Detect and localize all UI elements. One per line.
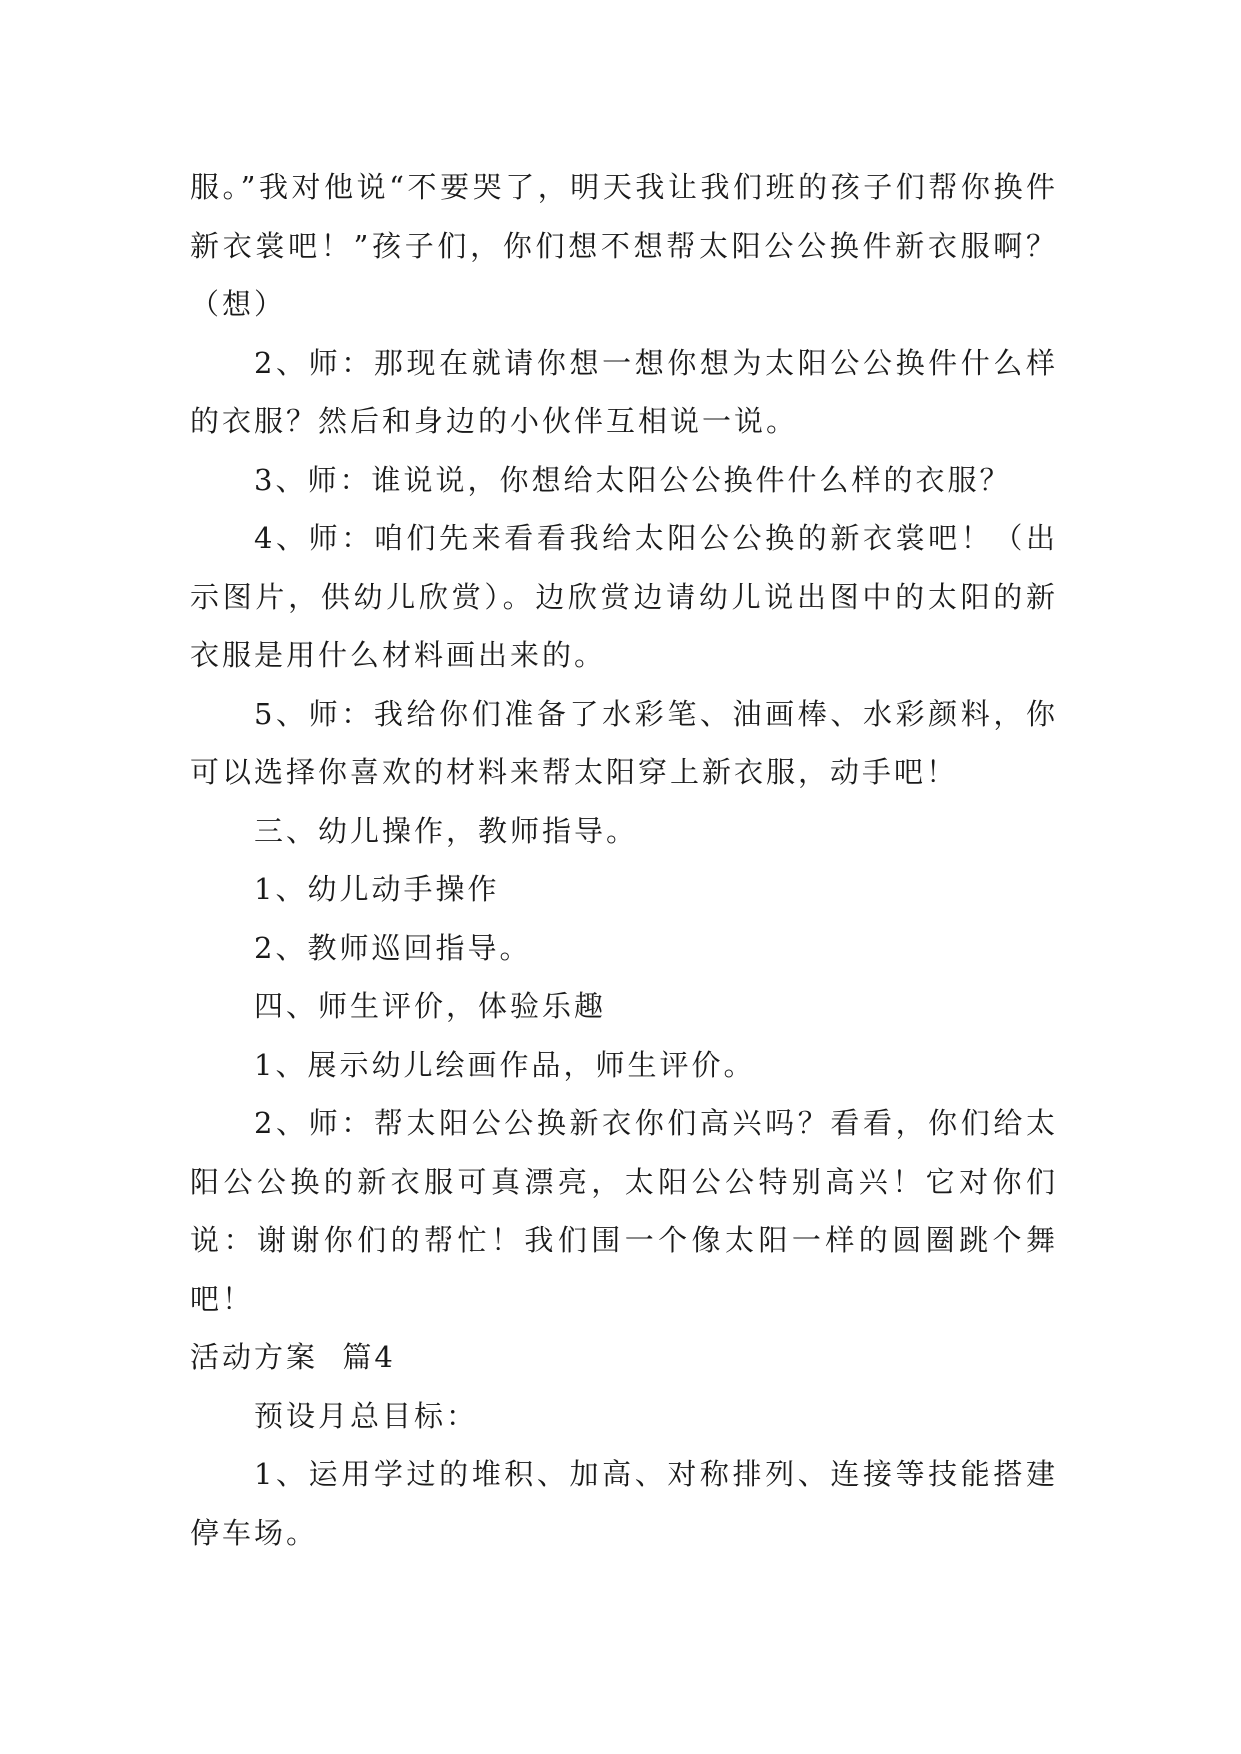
document-page (190, 158, 1058, 1562)
paragraph-evaluate-2: 2、师：帮太阳公公换新衣你们高兴吗？看看，你们给太阳公公换的新衣服可真漂亮，太阳公公特别高兴！它对你们说：谢谢你们的帮忙！我们围一个像太阳一样的圆圈跳个舞吧！ (190, 1106, 1058, 1316)
paragraph-section-four: 四、师生评价，体验乐趣 (254, 989, 607, 1023)
paragraph-operate-2: 2、教师巡回指导。 (254, 930, 532, 965)
paragraph-step-4: 4、师：咱们先来看看我给太阳公公换的新衣裳吧！（出示图片，供幼儿欣赏）。边欣赏边请幼儿说出图中的太阳的新衣服是用什么材料画出来的。 (190, 521, 1058, 672)
paragraph-goal-title: 预设月总目标： (254, 1398, 479, 1433)
section-heading: 活动方案 篇4 (190, 1340, 396, 1374)
paragraph-step-2: 2、师：那现在就请你想一想你想为太阳公公换件什么样的衣服？然后和身边的小伙伴互相说一说。 (190, 345, 1058, 438)
paragraph-step-5: 5、师：我给你们准备了水彩笔、油画棒、水彩颜料，你可以选择你喜欢的材料来帮太阳穿上新衣服，动手吧！ (190, 696, 1058, 789)
paragraph-evaluate-1: 1、展示幼儿绘画作品，师生评价。 (254, 1047, 756, 1082)
paragraph-step-3: 3、师：谁说说，你想给太阳公公换件什么样的衣服？ (254, 462, 1012, 497)
paragraph-operate-1: 1、幼儿动手操作 (254, 872, 500, 906)
paragraph-section-three: 三、幼儿操作，教师指导。 (254, 813, 639, 848)
paragraph-continuation: 服。”我对他说“不要哭了，明天我让我们班的孩子们帮你换件新衣裳吧！”孩子们，你们想不想帮太阳公公换件新衣服啊？（想） (190, 170, 1058, 321)
paragraph-goal-1: 1、运用学过的堆积、加高、对称排列、连接等技能搭建停车场。 (190, 1457, 1058, 1550)
